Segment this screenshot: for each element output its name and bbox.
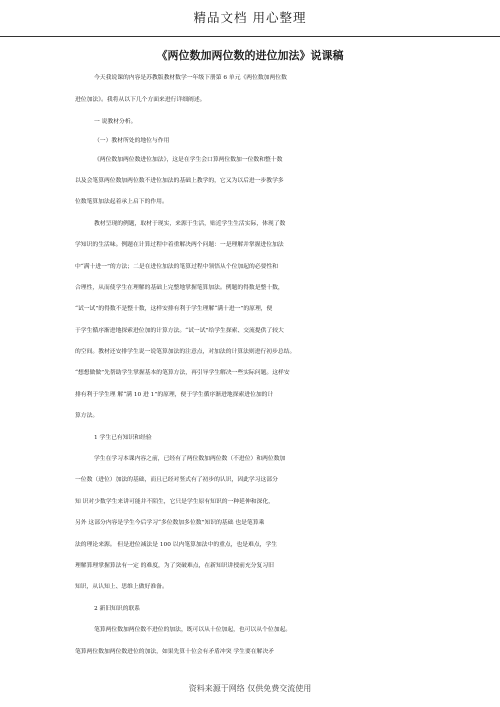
body-line: “试一试”的得数不是整十数，这样安排有利于学生理解“满十进一”的原理，便 xyxy=(75,306,273,312)
body-line: 学生在学习本课内容之前，已经有了两位数加两位数（不进位）和两位数加 xyxy=(94,456,286,462)
body-line: 知 识对少数学生来讲可能并不陌生，它只是学生原有知识的一种延伸和深化， xyxy=(75,499,274,505)
document-title: 《两位数加两位数的进位加法》说课稿 xyxy=(156,49,344,62)
body-line: 知识，从认知上、思维上做好准备。 xyxy=(75,584,168,590)
body-line: 进位加法》。我将从以下几个方面来进行详细阐述。 xyxy=(75,97,206,103)
subsection-heading: （一）教材所处的地位与作用 xyxy=(94,138,170,144)
body-line: “想想做做”先帮助学生掌握基本的笔算方法，再引导学生解决一些实际问题。这样安 xyxy=(75,370,290,376)
body-line: 一位数（进位）加法的基础，而且已经对竖式有了初步的认识，因此学习这部分 xyxy=(75,477,278,483)
numbered-heading: 1 学生已有知识和经验 xyxy=(94,435,152,441)
page-footer: 资料来源于网络 仅供免费交流使用 xyxy=(188,684,312,693)
body-line: 《两位数加两位数进位加法》，这是在学生会口算两位数加一位数和整十数 xyxy=(94,157,283,163)
body-line: 法的理论来源。 但是进位减法是 100 以内笔算加法中的重点，也是难点，学生 xyxy=(75,542,278,548)
body-line: 合理性，从而使学生在理解的基础上完整地掌握笔算加法。例题的得数是整十数， xyxy=(75,285,284,291)
numbered-heading: 2 新旧知识的联系 xyxy=(94,606,141,612)
body-line: 的空间。教材还安排学生说一说笔算加法的注意点，对加法的计算法则进行初步总结。 xyxy=(75,349,296,355)
body-line: 位数笔算加法起着承上启下的作用。 xyxy=(75,199,168,205)
body-line: 笔算两位数加两位数进位的加法，如果先算十位会有矛盾冲突 学生要在解决矛 xyxy=(75,649,274,655)
body-line: 排有利于学生理 解“满 10 进 1”的原理，便于学生循序渐进地探索进位加的计 xyxy=(75,392,274,398)
body-line: 算方法。 xyxy=(75,413,99,419)
body-line: 学知识的生活味。例题在计算过程中着重解决两个问题：一是理解并掌握进位加法 xyxy=(75,242,284,248)
body-line: 中“满十进一”的方法；二是在进位加法的笔算过程中领悟从个位加起的必要性和 xyxy=(75,264,279,270)
section-heading: 一 说教材分析。 xyxy=(94,119,137,125)
header-divider xyxy=(0,36,500,37)
body-line: 以及会笔算两位数加两位数不进位加法的基础上教学的，它又为以后进一步教学多 xyxy=(75,178,284,184)
body-line: 于学生循序渐进地探索进位加的计算方法。“试一试”给学生探索、交流提供了较大 xyxy=(75,328,284,334)
body-line: 理解算理掌握算法有一定 的难度，为了突破难点，在新知识讲授前充分复习旧 xyxy=(75,563,274,569)
body-line: 教材呈现的例题，取材于现实，来源于生活，贴近学生生活实际，体现了数 xyxy=(94,221,286,227)
body-line: 另外 这部分内容是学生今后学习“多位数加多位数”知识的基础 也是笔算乘 xyxy=(75,520,265,526)
page-header: 精品文档 用心整理 xyxy=(193,10,307,25)
body-line: 笔算两位数加两位数不进位的加法，既可以从十位加起，也可以从个位加起。 xyxy=(94,627,292,633)
body-line: 今天我说课的内容是苏教版教材数学一年级下册第 6 单元《两位数加两位数 xyxy=(94,75,287,81)
